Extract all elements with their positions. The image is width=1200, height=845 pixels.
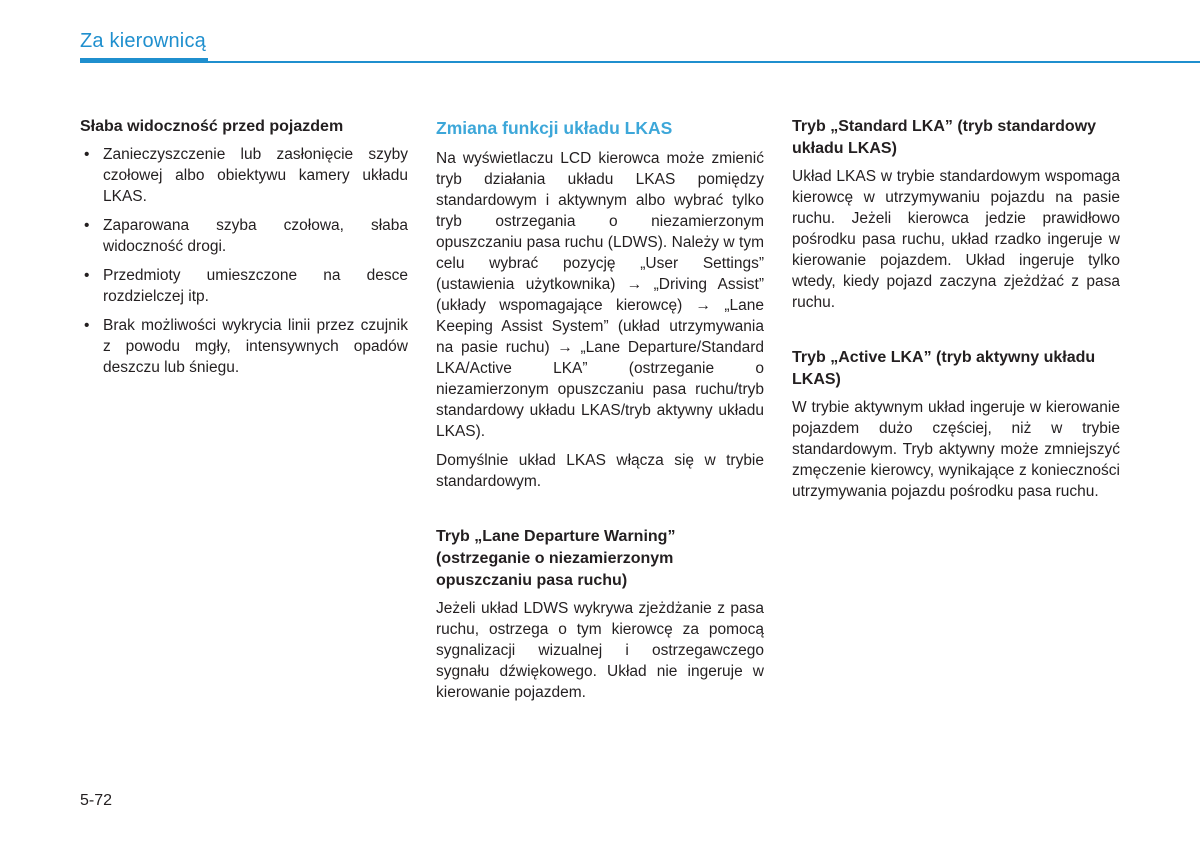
list-item-text: Zanieczyszczenie lub zasłonięcie szyby czołowej albo obiektywu kamery układu LKAS.	[103, 146, 408, 205]
list-item-text: Zaparowana szyba czołowa, słaba widoczność drogi.	[103, 217, 408, 255]
lkas-change-heading: Zmiana funkcji układu LKAS	[436, 118, 673, 138]
bullet-icon: •	[84, 267, 90, 284]
bullet-icon: •	[84, 146, 90, 163]
list-item-text: Brak możliwości wykrycia linii przez czujnik z powodu mgły, intensywnych opadów deszczu lub śniegu.	[103, 317, 408, 376]
page-number: 5-72	[80, 792, 113, 809]
list-item	[80, 215, 408, 257]
visibility-list	[80, 144, 408, 378]
section-title: Za kierownicą	[80, 30, 206, 52]
list-item	[80, 265, 408, 307]
active-lka-paragraph: W trybie aktywnym układ ingeruje w kierowanie pojazdem dużo częściej, niż w trybie standardowym. Tryb aktywny może zmniejszyć zmęczenie kierowcy, wynikające z konieczności utrzymywania pojazdu pośrodku pasa ruchu.	[792, 399, 1120, 500]
column-left	[80, 116, 408, 386]
ldw-mode-paragraph: Jeżeli układ LDWS wykrywa zjeżdżanie z pasa ruchu, ostrzega o tym kierowcę za pomocą sygnalizacji wizualnej i ostrzegawczego sygnału dźwiękowego. Układ nie ingeruje w kierowanie pojazdem.	[436, 600, 764, 701]
lkas-default-paragraph: Domyślnie układ LKAS włącza się w trybie standardowym.	[436, 452, 764, 490]
header-rule	[80, 61, 1200, 63]
standard-lka-heading: Tryb „Standard LKA” (tryb standardowy układu LKAS)	[792, 118, 1097, 157]
list-item	[80, 315, 408, 378]
visibility-heading: Słaba widoczność przed pojazdem	[80, 118, 344, 135]
lkas-change-paragraph: Na wyświetlaczu LCD kierowca może zmienić tryb działania układu LKAS pomiędzy standardowym i aktywnym albo wybrać tylko tryb ostrzegania o niezamierzonym opuszczaniu pasa ruchu (LDWS). Należy w tym celu wybrać pozycję „User Settings” (ustawienia użytkownika) → „Driving Assist” (układy wspomagające kierowcę) → „Lane Keeping Assist System” (układ utrzymywania na pasie ruchu) → „Lane Departure/Standard LKA/Active LKA” (ostrzeganie o niezamierzonym opuszczaniu pasa ruchu/tryb standardowy układu LKAS/tryb aktywny układu LKAS).	[436, 150, 764, 440]
bullet-icon: •	[84, 317, 90, 334]
bullet-icon: •	[84, 217, 90, 234]
list-item	[80, 144, 408, 207]
standard-lka-paragraph: Układ LKAS w trybie standardowym wspomaga kierowcę w utrzymywaniu pojazdu na pasie ruchu. Jeżeli kierowca jedzie prawidłowo pośrodku pasa ruchu, układ rzadko ingeruje w kierowanie pojazdem. Układ ingeruje tylko wtedy, kiedy pojazd zaczyna zjeżdżać z pasa ruchu.	[792, 168, 1120, 311]
column-middle	[436, 116, 764, 711]
ldw-mode-heading: Tryb „Lane Departure Warning” (ostrzeganie o niezamierzonym opuszczaniu pasa ruchu)	[436, 528, 676, 589]
active-lka-heading: Tryb „Active LKA” (tryb aktywny układu LKAS)	[792, 349, 1096, 388]
list-item-text: Przedmioty umieszczone na desce rozdzielczej itp.	[103, 267, 408, 305]
column-right	[792, 116, 1120, 510]
header-tab-accent	[80, 58, 208, 63]
